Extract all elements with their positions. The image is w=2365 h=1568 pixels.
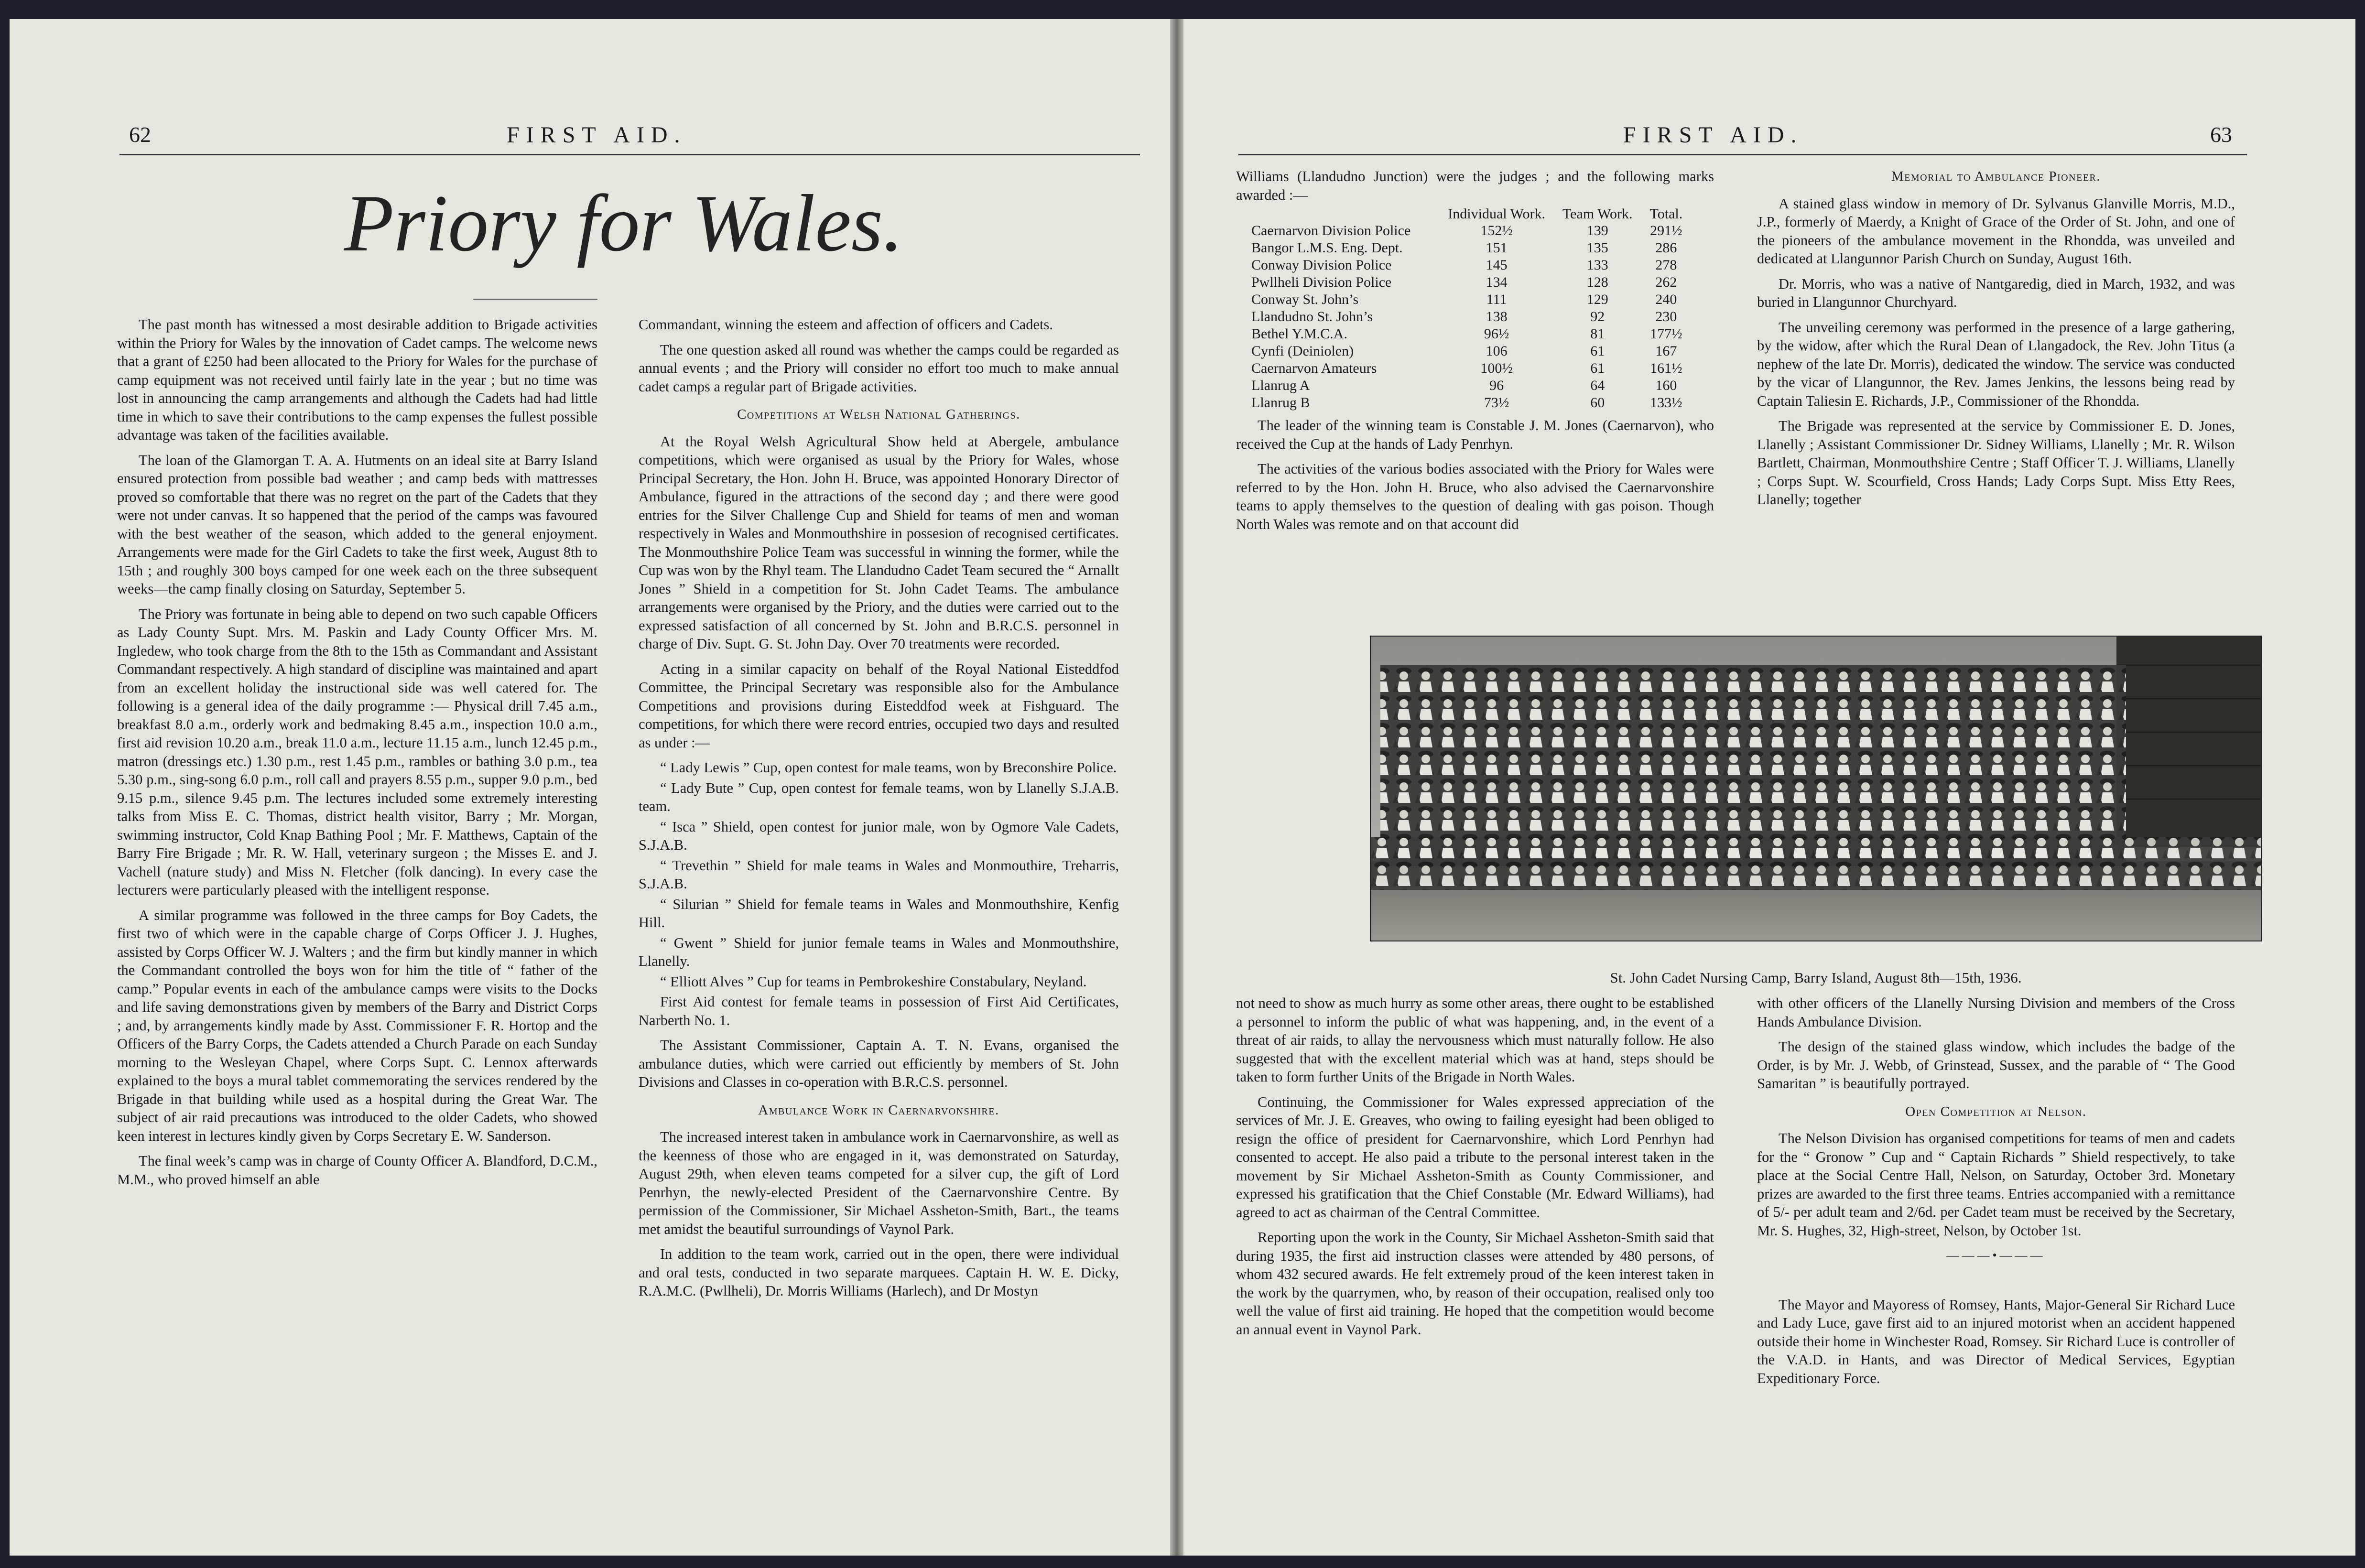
- paragraph: The final week’s camp was in charge of County Officer A. Blandford, D.C.M., M.M., who proved himself an able: [117, 1153, 597, 1188]
- score-cell: 291½: [1650, 223, 1682, 238]
- team-name-cell: Llanrug B: [1251, 395, 1310, 411]
- group-photograph: [1370, 636, 2262, 941]
- column-header: Individual Work.: [1448, 206, 1545, 222]
- title-rule: [473, 299, 597, 300]
- paragraph: The design of the stained glass window, which includes the badge of the Order, is by Mr. J. Webb, of Grinstead, Sussex, and the parable of “ The Good Samaritan ” is beautifully portrayed.: [1757, 1038, 2235, 1092]
- score-cell: 240: [1655, 292, 1677, 307]
- section-heading-memorial: Memorial to Ambulance Pioneer.: [1891, 169, 2101, 184]
- right-column-2-top: [1757, 167, 2235, 516]
- cup-result: “ Lady Bute ” Cup, open contest for female teams, won by Llanelly S.J.A.B. team.: [639, 779, 1119, 814]
- header-rule: [119, 154, 1140, 155]
- score-cell: 64: [1590, 378, 1605, 393]
- paragraph: The increased interest taken in ambulance work in Caernarvonshire, as well as the keenness of those who are engaged in it, was demonstrated on Saturday, August 29th, when eleven teams competed for a silver cup, the gift of Lord Penrhyn, the newly-elected President of the Caernarvonshire Centre. By permission of the Commissioner, Sir Michael Assheton-Smith, Bart., the teams met amidst the beautiful surroundings of Vaynol Park.: [639, 1129, 1119, 1237]
- score-cell: 81: [1590, 326, 1605, 342]
- photo-image: [1371, 637, 2262, 941]
- table-row: [1251, 257, 1691, 274]
- paragraph: Commandant, winning the esteem and affection of officers and Cadets.: [639, 316, 1053, 333]
- score-cell: 134: [1486, 274, 1508, 290]
- running-head: FIRST AID.: [507, 122, 687, 148]
- score-cell: 133: [1586, 257, 1608, 273]
- team-name-cell: Bethel Y.M.C.A.: [1251, 326, 1347, 342]
- score-cell: 96: [1489, 378, 1504, 393]
- right-page: [1183, 19, 2355, 1556]
- score-cell: 161½: [1650, 360, 1682, 376]
- score-cell: 177½: [1650, 326, 1682, 342]
- score-cell: 138: [1486, 309, 1508, 324]
- team-name-cell: Llandudno St. John’s: [1251, 309, 1373, 324]
- score-cell: 106: [1486, 343, 1508, 359]
- table-row: [1251, 325, 1691, 343]
- paragraph: The one question asked all round was whether the camps could be regarded as annual events ; and the Priory will consider no effort too much to make annual cadet camps a regular part of Brigade activities.: [639, 341, 1119, 395]
- table-row: [1251, 308, 1691, 325]
- left-page: [10, 19, 1170, 1556]
- paragraph: The activities of the various bodies associated with the Priory for Wales were referred to by the Hon. John H. Bruce, who also advised the Caernarvonshire teams to apply themselves to the question of dealing with gas poison. Though North Wales was remote and on that account did: [1236, 461, 1714, 532]
- table-body: [1251, 222, 1691, 411]
- paragraph: In addition to the team work, carried out in the open, there were individual and oral tests, conducted in two separate marquees. Captain H. W. E. Dicky, R.A.M.C. (Pwllheli), Dr. Morris Williams (Harlech), and Dr Mostyn: [639, 1246, 1119, 1299]
- team-name-cell: Bangor L.M.S. Eng. Dept.: [1251, 240, 1403, 256]
- team-name-cell: Pwllheli Division Police: [1251, 274, 1392, 290]
- paragraph: The Brigade was represented at the service by Commissioner E. D. Jones, Llanelly ; Assistant Commissioner Dr. Sidney Williams, Llanelly ; Mr. R. Wilson Bartlett, Chairman, Monmouthshire Centre ; Staff Officer T. J. Williams, Llanelly ; Corps Supt. W. Scourfield, Cross Hands; Lady Corps Supt. Miss Etty Rees, Llanelly; together: [1757, 418, 2235, 508]
- page-number: 63: [2210, 122, 2232, 147]
- table-row: [1251, 222, 1691, 239]
- table-header-row: [1251, 206, 1691, 222]
- score-cell: 286: [1655, 240, 1677, 256]
- paragraph: The Mayor and Mayoress of Romsey, Hants, Major-General Sir Richard Luce and Lady Luce, gave first aid to an injured motorist when an accident happened outside their home in Winchester Road, Romsey. Sir Richard Luce is controller of the V.A.D. in Hants, and was Director of Medical Services, Egyptian Expeditionary Force.: [1757, 1296, 2235, 1386]
- paragraph: The loan of the Glamorgan T. A. A. Hutments on an ideal site at Barry Island ensured protection from possible bad weather ; and camp beds with mattresses proved so comfortable that there was no regret on the part of the Cadets that they were not under canvas. It so happened that the period of the camps was favoured with the best weather of the season, which added to the general enjoyment. Arrangements were made for the Girl Cadets to take the first week, August 8th to 15th ; and roughly 300 boys camped for one week each on the three subsequent weeks—the camp finally closing on Saturday, September 5.: [117, 452, 597, 597]
- score-cell: 128: [1586, 274, 1608, 290]
- paragraph: not need to show as much hurry as some other areas, there ought to be established a personnel to inform the public of what was happening, and, in the event of a threat of air raids, to allay the nervousness which must naturally follow. He also suggested that with the excellent material which was at hand, steps should be taken to form further Units of the Brigade in North Wales.: [1236, 995, 1714, 1085]
- score-cell: 135: [1586, 240, 1608, 256]
- cup-result: “ Isca ” Shield, open contest for junior male, won by Ogmore Vale Cadets, S.J.A.B.: [639, 818, 1119, 853]
- paragraph: A similar programme was followed in the three camps for Boy Cadets, the first two of which were in the capable charge of Corps Officer J. J. Hughes, assisted by Corps Officer W. J. Walters ; and the firm but kindly manner in which the Commandant controlled the boys won for him the title of “ father of the camp.” Popular events in each of the ambulance camps were visits to the Docks and life saving demonstrations given by members of the Barry and District Corps ; and, by arrangements kindly made by Asst. Commissioner F. R. Hortop and the Officers of the Barry Corps, the Cadets attended a Church Parade on each Sunday morning to the Wesleyan Chapel, where Corps Supt. C. Lennox afterwards explained to the boys a mural tablet commemorating the services rendered by the Brigade in that building while used as a hospital during the Great War. The subject of air raid precautions was introduced to the older Cadets, who showed keen interest in lectures kindly given by Corps Secretary E. W. Sanderson.: [117, 907, 597, 1144]
- column-header: Total.: [1649, 206, 1683, 222]
- table-row: [1251, 343, 1691, 360]
- cup-result: “ Lady Lewis ” Cup, open contest for male teams, won by Breconshire Police.: [660, 759, 1117, 776]
- score-cell: 160: [1655, 378, 1677, 393]
- left-column-2: [639, 315, 1119, 1307]
- score-cell: 230: [1655, 309, 1677, 324]
- running-head: FIRST AID.: [1623, 122, 1803, 148]
- paragraph: A stained glass window in memory of Dr. Sylvanus Glanville Morris, M.D., J.P., formerly of Maerdy, a Knight of Grace of the Order of St. John, and one of the pioneers of the ambulance movement in the Rhondda, was unveiled and dedicated at Llangunnor Parish Church on Sunday, August 16th.: [1757, 195, 2235, 267]
- header-rule: [1238, 154, 2247, 155]
- team-name-cell: Caernarvon Amateurs: [1251, 360, 1377, 376]
- marks-table: [1251, 206, 1691, 411]
- score-cell: 111: [1486, 292, 1507, 307]
- article-title: Priory for Wales.: [344, 178, 903, 268]
- score-cell: 145: [1486, 257, 1508, 273]
- paragraph: The Nelson Division has organised competitions for teams of men and cadets for the “ Gronow ” Cup and “ Captain Richards ” Shield respectively, to take place at the Social Centre Hall, Nelson, on Saturday, October 3rd. Monetary prizes are awarded to the first three teams. Entries accompanied with a remittance of 5/- per adult team and 2/6d. per Cadet team must be received by the Secretary, Mr. S. Hughes, 32, High-street, Nelson, by October 1st.: [1757, 1130, 2235, 1239]
- column-header: Team Work.: [1562, 206, 1633, 222]
- right-column-1-top: [1236, 167, 1714, 540]
- book-gutter: [1170, 19, 1183, 1556]
- section-heading-competitions: Competitions at Welsh National Gatherings.: [737, 407, 1020, 422]
- team-name-cell: Llanrug A: [1251, 378, 1310, 393]
- paragraph: with other officers of the Llanelly Nursing Division and members of the Cross Hands Ambulance Division.: [1757, 995, 2235, 1030]
- paragraph: The past month has witnessed a most desirable addition to Brigade activities within the Priory for Wales by the innovation of Cadet camps. The welcome news that a grant of £250 had been allocated to the Priory for Wales for the purchase of camp equipment was not received until fairly late in the year ; but no time was lost in announcing the camp arrangements and although the Cadets had had little time in which to save their contributions to the camp expenses the fullest possible advantage was taken of the facilities available.: [117, 316, 597, 443]
- score-cell: 133½: [1650, 395, 1682, 411]
- photo-caption: St. John Cadet Nursing Camp, Barry Island, August 8th—15th, 1936.: [1610, 969, 2022, 986]
- paragraph: The Assistant Commissioner, Captain A. T. N. Evans, organised the ambulance duties, which were carried out efficiently by members of St. John Divisions and Classes in co-operation with B.R.C.S. personnel.: [639, 1037, 1119, 1090]
- paragraph: The unveiling ceremony was performed in the presence of a large gathering, by the widow, after which the Rural Dean of Llangadock, the Rev. John Titus (a nephew of the late Dr. Morris), dedicated the window. The service was conducted by the vicar of Llangunnor, the Rev. James Jenkins, the lessons being read by Captain Taliesin E. Richards, J.P., Commissioner of the Rhondda.: [1757, 319, 2235, 409]
- score-cell: 151: [1486, 240, 1508, 256]
- score-cell: 100½: [1480, 360, 1513, 376]
- left-column-1: [117, 315, 597, 1195]
- score-cell: 129: [1586, 292, 1608, 307]
- team-name-cell: Cynfi (Deiniolen): [1251, 343, 1354, 359]
- table-row: [1251, 291, 1691, 308]
- page-number: 62: [129, 122, 151, 147]
- paragraph: Continuing, the Commissioner for Wales expressed appreciation of the services of Mr. J. E. Greaves, who owing to failing eyesight had been obliged to resign the office of president for Caernarvonshire, which Lord Penrhyn had consented to accept. He also paid a tribute to the personal interest taken in the movement by Sir Michael Assheton-Smith as County Commissioner, and expressed his gratification that the Chief Constable (Mr. Edward Williams), had agreed to act as chairman of the Central Committee.: [1236, 1093, 1714, 1221]
- score-cell: 73½: [1484, 395, 1509, 411]
- right-column-2-bottom: [1757, 994, 2235, 1394]
- paragraph: Reporting upon the work in the County, Sir Michael Assheton-Smith said that during 1935, the first aid instruction classes were attended by 480 persons, of whom 432 secured awards. He felt extremely proud of the keen interest taken in the work by the quarrymen, who, by reason of their occupation, realised only too well the value of first aid training. He hoped that the competition would become an annual event in Vaynol Park.: [1236, 1229, 1714, 1338]
- team-name-cell: Conway Division Police: [1251, 257, 1392, 273]
- team-name-cell: Caernarvon Division Police: [1251, 223, 1411, 238]
- table-row: [1251, 394, 1691, 411]
- score-cell: 96½: [1484, 326, 1509, 342]
- paragraph: Acting in a similar capacity on behalf of the Royal National Eisteddfod Committee, the Principal Secretary was responsible also for the Ambulance Competitions and provisions during Eisteddfod week at Fishguard. The competitions, for which there were record entries, occupied two days and resulted as under :—: [639, 660, 1119, 751]
- score-cell: 61: [1590, 360, 1605, 376]
- paragraph: Dr. Morris, who was a native of Nantgaredig, died in March, 1932, and was buried in Llangunnor Churchyard.: [1757, 275, 2235, 310]
- section-separator: ———•———: [1946, 1248, 2046, 1262]
- table-row: [1251, 360, 1691, 377]
- score-cell: 92: [1590, 309, 1605, 324]
- paragraph: The Priory was fortunate in being able to depend on two such capable Officers as Lady County Supt. Mrs. M. Paskin and Lady County Officer Mrs. M. Ingledew, who took charge from the 8th to the 15th as Commandant and Assistant Commandant respectively. A high standard of discipline was maintained and apart from an excellent holiday the instructional side was well catered for. The following is a general idea of the daily programme :— Physical drill 7.45 a.m., breakfast 8.0 a.m., orderly work and bedmaking 8.45 a.m., inspection 10.0 a.m., first aid revision 10.20 a.m., break 11.0 a.m., lecture 11.15 a.m., lunch 12.45 p.m., matron (dressings etc.) 1.30 p.m., rest 1.45 p.m., rambles or bathing 3.0 p.m., tea 5.30 p.m., sing-song 6.0 p.m., roll call and prayers 8.55 p.m., supper 9.0 p.m., bed 9.15 p.m., silence 9.45 p.m. The lectures included some extremely interesting talks from Miss E. C. Thomas, district health visitor, Barry ; Mr. Morgan, swimming instructor, Cold Knap Bathing Pool ; Mr. F. Matthews, Captain of the Barry Fire Brigade ; Mr. R. W. Hall, veterinary surgeon ; the Misses E. and J. Vachell (nature study) and Miss N. Fletcher (folk dancing). In every case the lecturers were particularly pleased with the intelligent response.: [117, 606, 597, 898]
- score-cell: 262: [1655, 274, 1677, 290]
- paragraph: The leader of the winning team is Constable J. M. Jones (Caernarvon), who received the Cup at the hands of Lady Penrhyn.: [1236, 417, 1714, 452]
- right-column-1-bottom: [1236, 994, 1714, 1345]
- score-cell: 61: [1590, 343, 1605, 359]
- score-cell: 167: [1655, 343, 1677, 359]
- score-cell: 60: [1590, 395, 1605, 411]
- table-row: [1251, 377, 1691, 394]
- score-cell: 152½: [1480, 223, 1513, 238]
- cup-result: “ Gwent ” Shield for junior female teams in Wales and Monmouthshire, Llanelly.: [639, 934, 1119, 969]
- cup-result: “ Elliott Alves ” Cup for teams in Pembrokeshire Constabulary, Neyland.: [660, 973, 1087, 990]
- section-heading-nelson: Open Competition at Nelson.: [1905, 1103, 2087, 1119]
- score-cell: 139: [1586, 223, 1608, 238]
- paragraph: Williams (Llandudno Junction) were the judges ; and the following marks awarded :—: [1236, 168, 1714, 203]
- cup-result: “ Trevethin ” Shield for male teams in Wales and Monmouthire, Treharris, S.J.A.B.: [639, 857, 1119, 892]
- paragraph: First Aid contest for female teams in possession of First Aid Certificates, Narberth No. 1.: [639, 994, 1119, 1028]
- team-name-cell: Conway St. John’s: [1251, 292, 1359, 307]
- table-row: [1251, 239, 1691, 257]
- table-row: [1251, 274, 1691, 291]
- score-cell: 278: [1655, 257, 1677, 273]
- cup-result: “ Silurian ” Shield for female teams in Wales and Monmouthshire, Kenfig Hill.: [639, 896, 1119, 930]
- section-heading-caernarvonshire: Ambulance Work in Caernarvonshire.: [758, 1102, 999, 1118]
- paragraph: At the Royal Welsh Agricultural Show held at Abergele, ambulance competitions, which were organised as usual by the Priory for Wales, whose Principal Secretary, the Hon. John H. Bruce, was appointed Honorary Director of Ambulance, figured in the attractions of the second day ; and there were good entries for the Silver Challenge Cup and Shield for teams of men and woman respectively in Wales and Monmouthshire in possesion of recognised certificates. The Monmouthshire Police Team was successful in winning the former, while the Cup was won by the Rhyl team. The Llandudno Cadet Team secured the “ Arnallt Jones ” Shield in a competition for St. John Cadet Teams. The ambulance arrangements were organised by the Priory, and the duties were carried out to the expressed satisfaction of all concerned by St. John and B.R.C.S. personnel in charge of Div. Supt. G. St. John Day. Over 70 treatments were recorded.: [639, 433, 1119, 652]
